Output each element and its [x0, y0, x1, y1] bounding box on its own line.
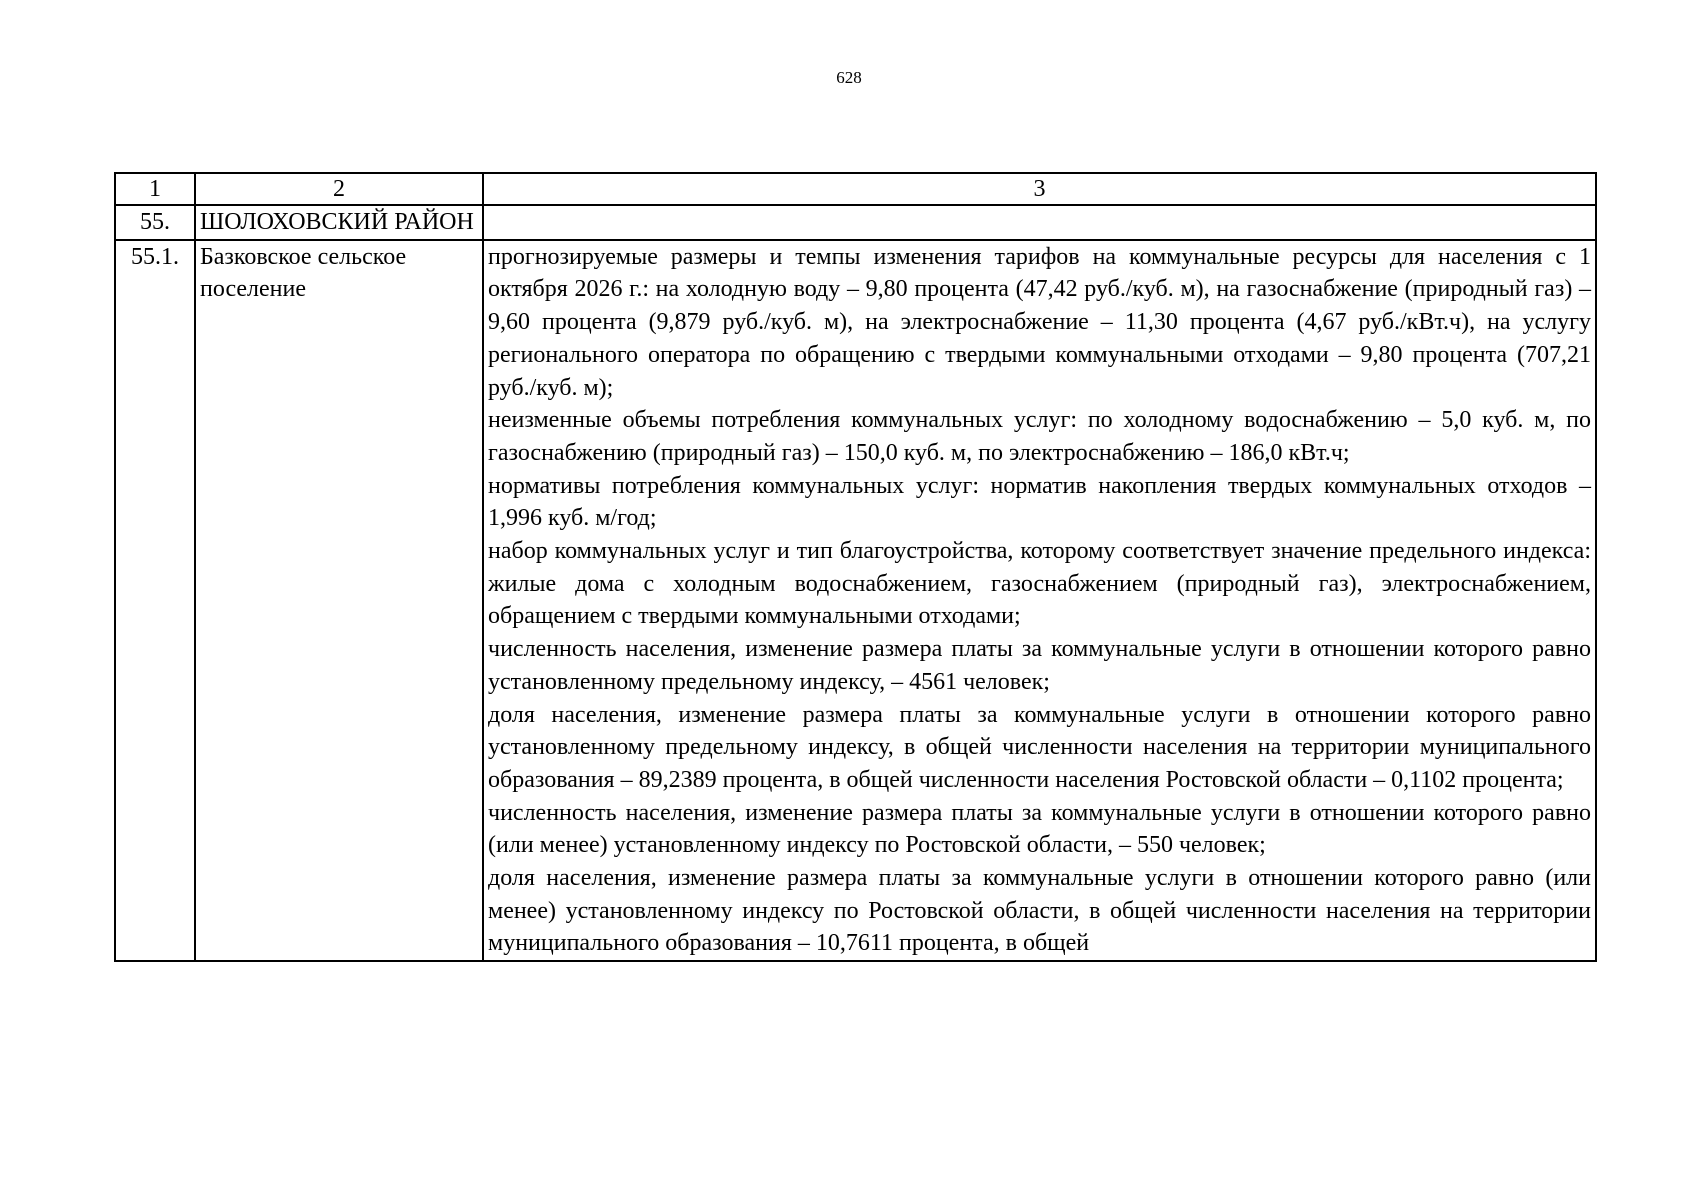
paragraph-tariffs: прогнозируемые размеры и темпы изменения тарифов на коммунальные ресурсы для населения с 1 октября 2026 г.: на холодную воду – 9,80 процента (47,42 руб./куб. м), на газоснабжение (природный газ) – 9,60 процента (9,879 руб./куб. м), на электроснабжение – 11,30 процента (4,67 руб./кВт.ч), на услугу регионального оператора по обращению с твердыми коммунальными отходами – 9,80 процента (707,21 руб./куб. м);: [488, 243, 1591, 401]
table-header-row: [115, 173, 1596, 205]
page-number: 628: [836, 68, 862, 87]
section-number: 55.: [115, 205, 195, 240]
table-row: [115, 240, 1596, 961]
header-col-2: 2: [195, 173, 483, 205]
section-text: [483, 205, 1596, 240]
tariff-table: [114, 172, 1597, 962]
paragraph-volumes: неизменные объемы потребления коммунальных услуг: по холодному водоснабжению – 5,0 куб. м, по газоснабжению (природный газ) – 150,0 куб. м, по электроснабжению – 186,0 кВт.ч;: [488, 407, 1591, 466]
header-col-1: 1: [115, 173, 195, 205]
section-name: ШОЛОХОВСКИЙ РАЙОН: [195, 205, 483, 240]
header-col-3: 3: [483, 173, 1596, 205]
paragraph-norms: нормативы потребления коммунальных услуг: норматив накопления твердых коммунальных отходов – 1,996 куб. м/год;: [488, 472, 1591, 532]
row-text: [483, 240, 1596, 961]
paragraph-population-share: доля населения, изменение размера платы за коммунальные услуги в отношении которого равно установленному предельному индексу, в общей численности населения на территории муниципального образования – 89,2389 процента, в общей численности населения Ростовской области – 0,1102 процента;: [488, 701, 1591, 793]
row-number: 55.1.: [115, 240, 195, 961]
paragraph-population-share-regional: доля населения, изменение размера платы за коммунальные услуги в отношении которого равно (или менее) установленному индексу по Ростовской области, в общей численности населения на территории муниципального образования – 10,7611 процента, в общей: [488, 865, 1591, 957]
row-name: Базковское сельское поселение: [195, 240, 483, 961]
paragraph-services-set: набор коммунальных услуг и тип благоустройства, которому соответствует значение предельного индекса: жилые дома с холодным водоснабжением, газоснабжением (природный газ), электроснабжением, обращением с твердыми коммунальными отходами;: [488, 538, 1591, 630]
section-row: [115, 205, 1596, 240]
paragraph-population-count: численность населения, изменение размера платы за коммунальные услуги в отношении которого равно установленному предельному индексу, – 4561 человек;: [488, 636, 1591, 695]
paragraph-population-count-regional: численность населения, изменение размера платы за коммунальные услуги в отношении которого равно (или менее) установленному индексу по Ростовской области, – 550 человек;: [488, 799, 1591, 859]
